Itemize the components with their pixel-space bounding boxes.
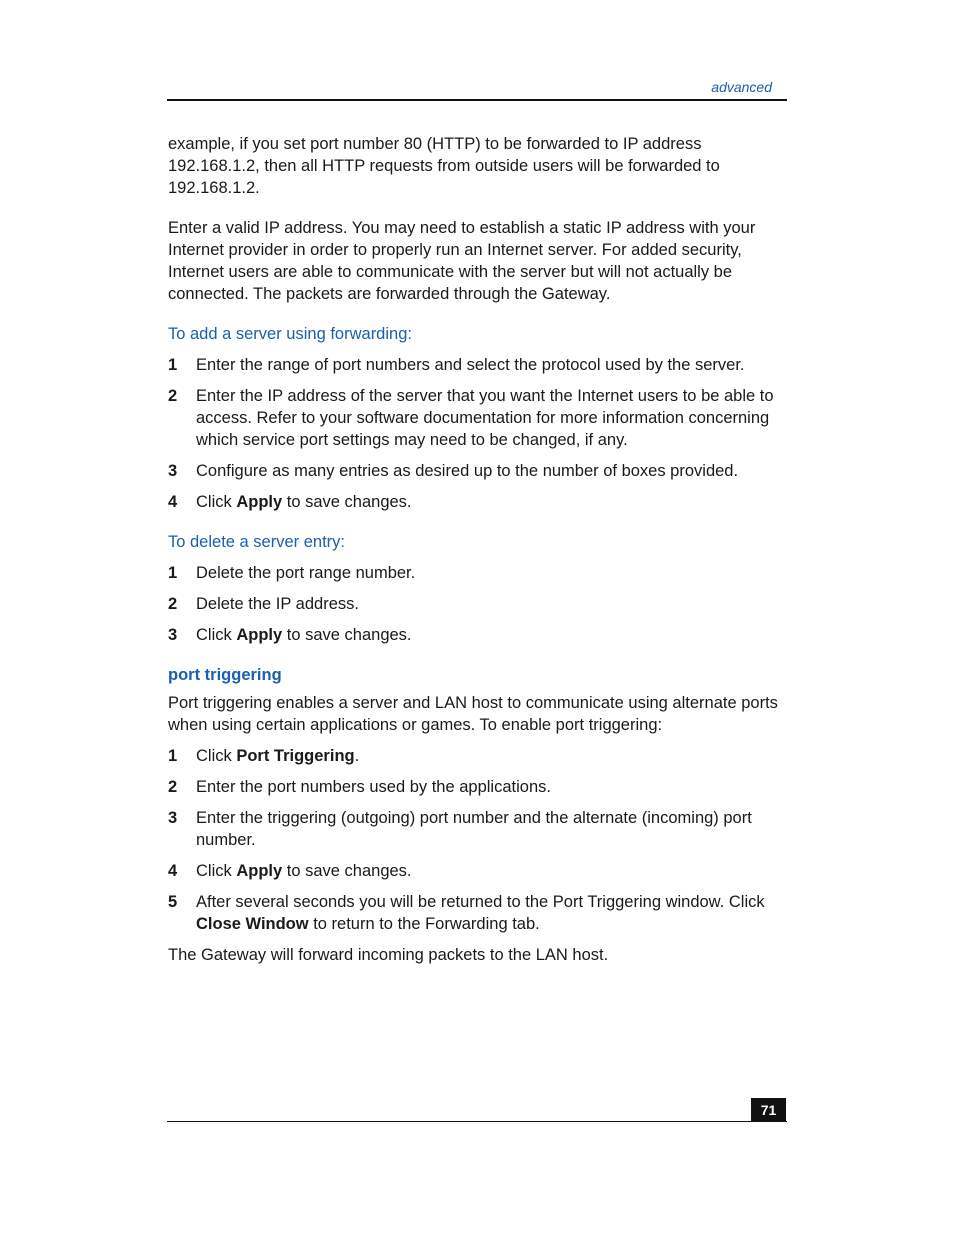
step-number: 3 — [168, 809, 178, 827]
step-text: Enter the port numbers used by the applications. — [196, 778, 551, 796]
step-number: 3 — [168, 462, 178, 480]
step-text-pre: Click — [196, 747, 237, 765]
step-text-post: to save changes. — [282, 626, 412, 644]
step-number: 3 — [168, 626, 178, 644]
step-number: 4 — [168, 493, 178, 511]
step-item — [168, 860, 786, 882]
step-item — [168, 354, 786, 376]
step-number: 5 — [168, 893, 178, 911]
step-number: 1 — [168, 356, 178, 374]
step-number: 2 — [168, 778, 178, 796]
apply-term: Apply — [236, 862, 283, 880]
step-number: 1 — [168, 747, 178, 765]
step-item — [168, 593, 786, 615]
port-triggering-term: Port Triggering — [236, 747, 355, 765]
step-text: Enter the IP address of the server that you want the Internet users to be able to access. Refer to your software documentation for more information concerning which service port settings may need to be changed, if any. — [196, 387, 774, 449]
step-text: Configure as many entries as desired up to the number of boxes provided. — [196, 462, 739, 480]
step-text-pre: Click — [196, 626, 237, 644]
step-number: 1 — [168, 564, 178, 582]
page-body — [168, 133, 786, 984]
step-text-pre: Click — [196, 493, 237, 511]
running-header-section: advanced — [711, 79, 772, 95]
footer-rule — [167, 1121, 787, 1122]
port-triggering-closing: The Gateway will forward incoming packets to the LAN host. — [168, 946, 609, 964]
apply-term: Apply — [236, 626, 283, 644]
page-number: 71 — [751, 1098, 786, 1122]
step-item — [168, 562, 786, 584]
port-triggering-intro: Port triggering enables a server and LAN host to communicate using alternate ports when using certain applications or games. To enable port triggering: — [168, 694, 778, 734]
step-item — [168, 385, 786, 451]
step-text-post: to save changes. — [282, 493, 412, 511]
port-triggering-heading: port triggering — [168, 666, 282, 684]
step-text: Delete the port range number. — [196, 564, 416, 582]
close-window-term: Close Window — [196, 915, 309, 933]
add-server-heading: To add a server using forwarding: — [168, 325, 412, 343]
add-server-steps — [168, 354, 786, 513]
step-item — [168, 624, 786, 646]
step-number: 4 — [168, 862, 178, 880]
step-text: Enter the range of port numbers and select the protocol used by the server. — [196, 356, 745, 374]
apply-term: Apply — [236, 493, 283, 511]
step-text: Delete the IP address. — [196, 595, 359, 613]
step-text-post: to save changes. — [282, 862, 412, 880]
step-text-post: to return to the Forwarding tab. — [308, 915, 540, 933]
step-number: 2 — [168, 387, 178, 405]
step-number: 2 — [168, 595, 178, 613]
delete-server-heading: To delete a server entry: — [168, 533, 346, 551]
step-item — [168, 745, 786, 767]
delete-server-steps — [168, 562, 786, 646]
step-text: Enter the triggering (outgoing) port number and the alternate (incoming) port number. — [196, 809, 752, 849]
header-rule — [167, 99, 787, 101]
port-triggering-steps — [168, 745, 786, 935]
step-item — [168, 807, 786, 851]
step-text-pre: Click — [196, 862, 237, 880]
intro-paragraph-1: example, if you set port number 80 (HTTP) to be forwarded to IP address 192.168.1.2, then all HTTP requests from outside users will be forwarded to 192.168.1.2. — [168, 135, 720, 197]
step-item — [168, 776, 786, 798]
intro-paragraph-2: Enter a valid IP address. You may need to establish a static IP address with your Internet provider in order to properly run an Internet server. For added security, Internet users are able to communicate with the server but will not actually be connected. The packets are forwarded through the Gateway. — [168, 219, 756, 303]
step-item — [168, 891, 786, 935]
step-item — [168, 460, 786, 482]
step-text-pre: After several seconds you will be returned to the Port Triggering window. Click — [196, 893, 765, 911]
step-item — [168, 491, 786, 513]
step-text-post: . — [354, 747, 360, 765]
